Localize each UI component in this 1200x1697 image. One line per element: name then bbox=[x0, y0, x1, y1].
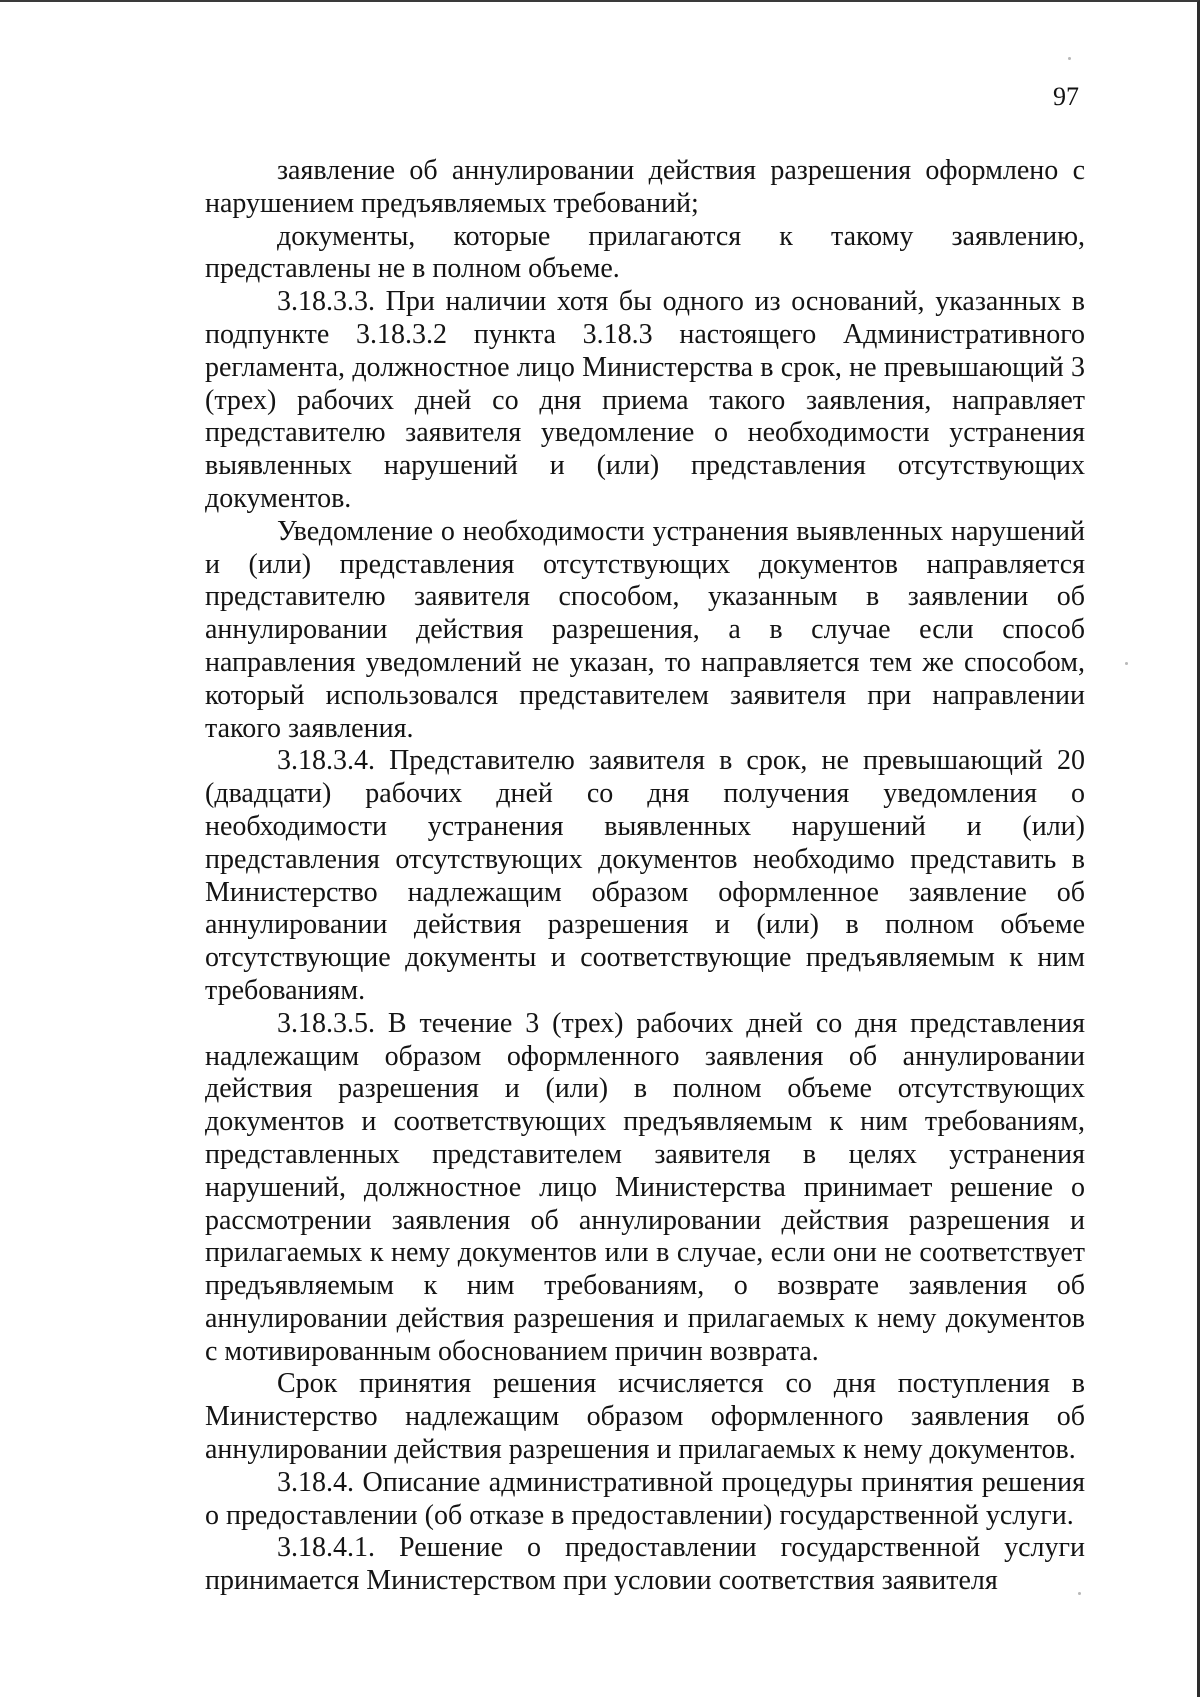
scan-speck bbox=[1125, 662, 1128, 665]
paragraph: 3.18.4.1. Решение о предоставлении государственной услуги принимается Министерством при условии соответствия заявителя bbox=[205, 1532, 1085, 1597]
paragraph: 3.18.4. Описание административной процедуры принятия решения о предоставлении (об отказе в предоставлении) государственной услуги. bbox=[205, 1466, 1085, 1531]
scan-speck bbox=[1068, 57, 1071, 60]
paragraph: Уведомление о необходимости устранения выявленных нарушений и (или) представления отсутствующих документов направляется представителю заявителя способом, указанным в заявлении об аннулировании действия разрешения, а в случае если способ направления уведомлений не указан, то направляется тем же способом, который использовался представителем заявителя при направлении такого заявления. bbox=[205, 515, 1085, 744]
scan-speck bbox=[1078, 1592, 1081, 1595]
paragraph: 3.18.3.5. В течение 3 (трех) рабочих дней со дня представления надлежащим образом оформленного заявления об аннулировании действия разрешения и (или) в полном объеме отсутствующих документов и соответствующих предъявляемым к ним требованиям, представленных представителем заявителя в целях устранения нарушений, должностное лицо Министерства принимает решение о рассмотрении заявления об аннулировании действия разрешения и прилагаемых к нему документов или в случае, если они не соответствует предъявляемым к ним требованиям, о возврате заявления об аннулировании действия разрешения и прилагаемых к нему документов с мотивированным обоснованием причин возврата. bbox=[205, 1007, 1085, 1367]
page-number: 97 bbox=[1053, 82, 1079, 111]
paragraph: документы, которые прилагаются к такому заявлению, представлены не в полном объеме. bbox=[205, 220, 1085, 285]
document-body bbox=[205, 155, 1085, 1598]
paragraph: 3.18.3.3. При наличии хотя бы одного из оснований, указанных в подпункте 3.18.3.2 пункта 3.18.3 настоящего Административного регламента, должностное лицо Министерства в срок, не превышающий 3 (трех) рабочих дней со дня приема такого заявления, направляет представителю заявителя уведомление о необходимости устранения выявленных нарушений и (или) представления отсутствующих документов. bbox=[205, 286, 1085, 514]
paragraph: заявление об аннулировании действия разрешения оформлено с нарушением предъявляемых требований; bbox=[205, 155, 1085, 219]
paragraph: 3.18.3.4. Представителю заявителя в срок, не превышающий 20 (двадцати) рабочих дней со дня получения уведомления о необходимости устранения выявленных нарушений и (или) представления отсутствующих документов необходимо представить в Министерство надлежащим образом оформленное заявление об аннулировании действия разрешения и (или) в полном объеме отсутствующие документы и соответствующие предъявляемым к ним требованиям. bbox=[205, 745, 1085, 1006]
paragraph: Срок принятия решения исчисляется со дня поступления в Министерство надлежащим образом оформленного заявления об аннулировании действия разрешения и прилагаемых к нему документов. bbox=[205, 1368, 1085, 1466]
